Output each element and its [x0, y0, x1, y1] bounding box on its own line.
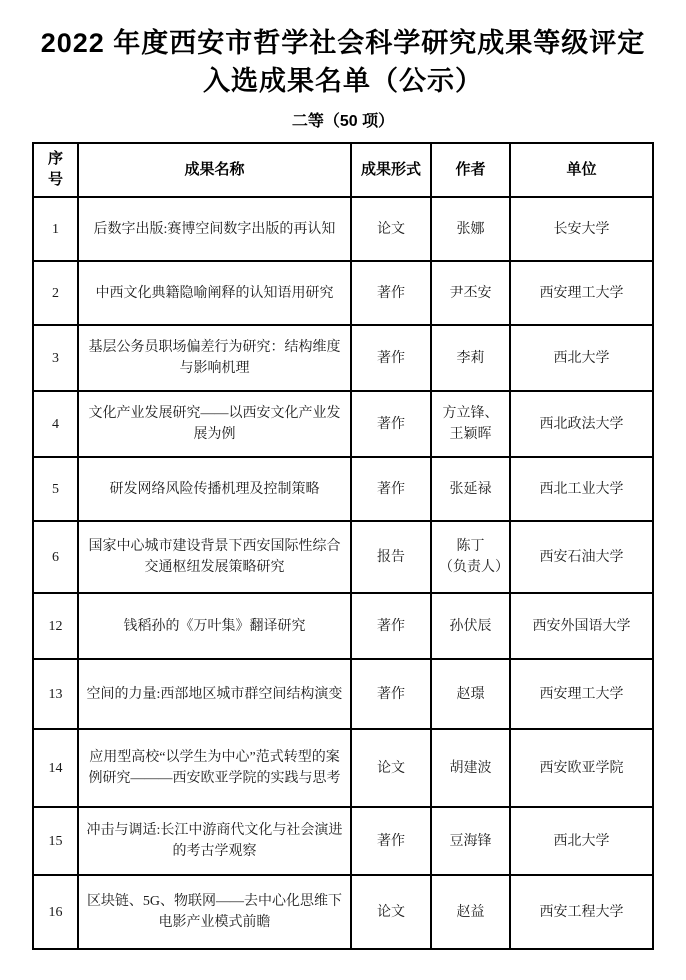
table-row — [33, 807, 653, 875]
table-row — [33, 391, 653, 457]
cell-form: 著作 — [351, 659, 431, 729]
cell-title: 中西文化典籍隐喻阐释的认知语用研究 — [78, 261, 351, 325]
cell-title: 冲击与调适:长江中游商代文化与社会演进的考古学观察 — [78, 807, 351, 875]
cell-author: 赵璟 — [431, 659, 510, 729]
cell-seq: 13 — [33, 659, 78, 729]
cell-author: 赵益 — [431, 875, 510, 949]
cell-seq: 16 — [33, 875, 78, 949]
cell-author: 豆海锋 — [431, 807, 510, 875]
cell-title: 区块链、5G、物联网——去中心化思维下电影产业模式前瞻 — [78, 875, 351, 949]
header-cell-author: 作者 — [431, 143, 510, 197]
cell-form: 著作 — [351, 807, 431, 875]
table-row — [33, 729, 653, 807]
cell-author — [431, 391, 510, 457]
cell-unit: 西安石油大学 — [510, 521, 653, 593]
cell-form: 论文 — [351, 875, 431, 949]
cell-title: 应用型高校“以学生为中心”范式转型的案例研究———西安欧亚学院的实践与思考 — [78, 729, 351, 807]
cell-seq: 5 — [33, 457, 78, 521]
author-line: 王颖晖 — [449, 427, 492, 442]
cell-seq: 15 — [33, 807, 78, 875]
cell-title: 后数字出版:赛博空间数字出版的再认知 — [78, 197, 351, 261]
cell-form: 著作 — [351, 457, 431, 521]
cell-unit: 西北大学 — [510, 325, 653, 391]
cell-form: 著作 — [351, 593, 431, 659]
cell-unit: 西安欧亚学院 — [510, 729, 653, 807]
header-cell-seq: 序号 — [33, 143, 78, 197]
cell-form: 著作 — [351, 261, 431, 325]
author-line: （负责人） — [439, 560, 509, 575]
cell-seq: 12 — [33, 593, 78, 659]
cell-title: 空间的力量:西部地区城市群空间结构演变 — [78, 659, 351, 729]
cell-unit: 西安工程大学 — [510, 875, 653, 949]
cell-seq: 14 — [33, 729, 78, 807]
header-cell-form: 成果形式 — [351, 143, 431, 197]
table-row — [33, 457, 653, 521]
cell-unit: 西北工业大学 — [510, 457, 653, 521]
table-header-row — [33, 143, 653, 197]
results-table — [32, 142, 654, 950]
table-row — [33, 593, 653, 659]
cell-unit: 西安外国语大学 — [510, 593, 653, 659]
cell-seq: 1 — [33, 197, 78, 261]
cell-unit: 西北大学 — [510, 807, 653, 875]
author-line: 陈丁 — [456, 539, 485, 554]
author-line: 方立锋、 — [442, 406, 499, 421]
cell-form: 报告 — [351, 521, 431, 593]
header-cell-title: 成果名称 — [78, 143, 351, 197]
table-row — [33, 521, 653, 593]
cell-unit: 西安理工大学 — [510, 261, 653, 325]
cell-seq: 3 — [33, 325, 78, 391]
cell-unit: 西北政法大学 — [510, 391, 653, 457]
page-subtitle: 二等（50 项） — [291, 113, 395, 130]
page-title — [0, 24, 686, 100]
cell-title: 基层公务员职场偏差行为研究：结构维度与影响机理 — [78, 325, 351, 391]
page-title-line1: 2022 年度西安市哲学社会科学研究成果等级评定 — [40, 28, 646, 58]
table-row — [33, 197, 653, 261]
cell-author: 张延禄 — [431, 457, 510, 521]
table-row — [33, 875, 653, 949]
cell-title: 钱稻孙的《万叶集》翻译研究 — [78, 593, 351, 659]
page-title-line2: 入选成果名单（公示） — [203, 66, 483, 96]
cell-author: 李莉 — [431, 325, 510, 391]
cell-form: 论文 — [351, 197, 431, 261]
cell-seq: 2 — [33, 261, 78, 325]
header-cell-unit: 单位 — [510, 143, 653, 197]
cell-author: 胡建波 — [431, 729, 510, 807]
cell-unit: 西安理工大学 — [510, 659, 653, 729]
cell-title: 国家中心城市建设背景下西安国际性综合交通枢纽发展策略研究 — [78, 521, 351, 593]
cell-seq: 4 — [33, 391, 78, 457]
cell-unit: 长安大学 — [510, 197, 653, 261]
cell-form: 著作 — [351, 325, 431, 391]
cell-form: 论文 — [351, 729, 431, 807]
cell-title: 文化产业发展研究——以西安文化产业发展为例 — [78, 391, 351, 457]
table-row — [33, 659, 653, 729]
table-row — [33, 261, 653, 325]
table-row — [33, 325, 653, 391]
cell-seq: 6 — [33, 521, 78, 593]
cell-author: 张娜 — [431, 197, 510, 261]
cell-author: 尹丕安 — [431, 261, 510, 325]
cell-author — [431, 521, 510, 593]
cell-author: 孙伏辰 — [431, 593, 510, 659]
cell-title: 研发网络风险传播机理及控制策略 — [78, 457, 351, 521]
cell-form: 著作 — [351, 391, 431, 457]
